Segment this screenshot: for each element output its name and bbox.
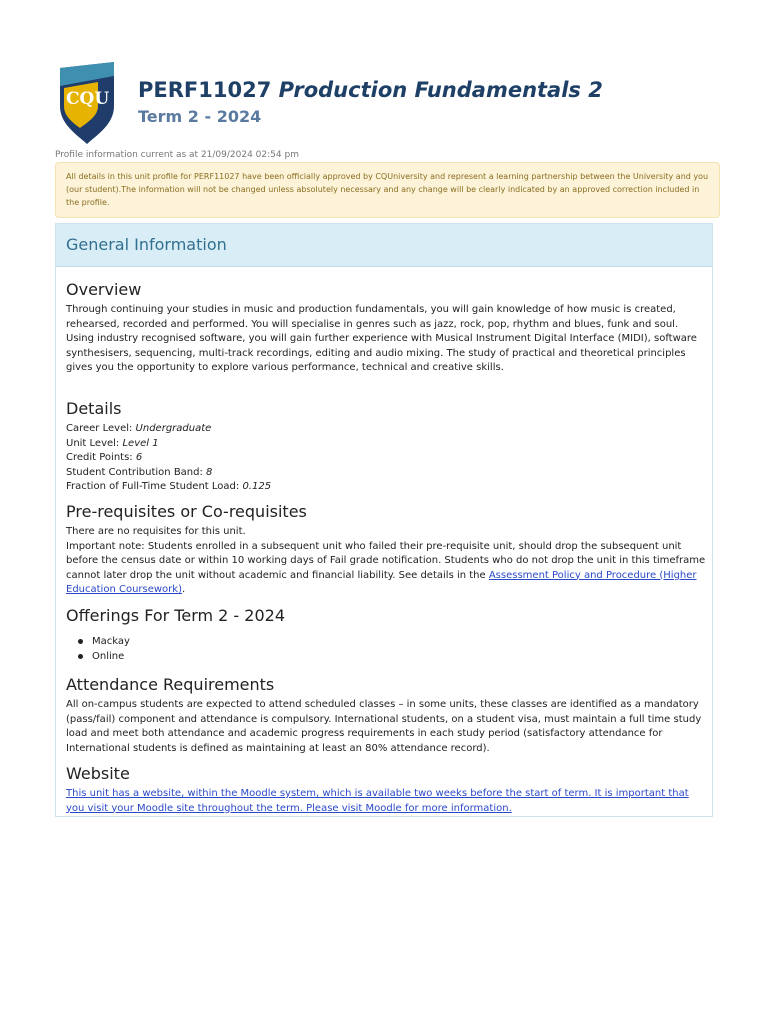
panel-title: General Information (56, 224, 712, 267)
list-item: Online (92, 649, 706, 664)
attendance-heading: Attendance Requirements (66, 675, 275, 694)
details-heading: Details (66, 399, 122, 418)
detail-unit-level: Unit Level: Level 1 (66, 437, 159, 449)
website-heading: Website (66, 764, 130, 783)
cqu-logo (58, 62, 116, 144)
offerings-section (66, 606, 706, 664)
unit-name: Production Fundamentals 2 (278, 78, 603, 102)
details-section (66, 399, 706, 495)
profile-date: Profile information current as at 21/09/2024 02:54 pm (55, 150, 299, 160)
logo-text: CQU (66, 89, 110, 109)
detail-career-level: Career Level: Undergraduate (66, 423, 212, 434)
important-note-text: Important note: Students enrolled in a subsequent unit who failed their pre-requisite unit, should drop the subsequent unit before the census date or within 10 working days of Fail grade notification. Students who do not drop the unit in this timeframe cannot later drop the unit without academic and financial liability. See details in the Assessment Policy and Procedure (Higher Education Coursework). (66, 540, 706, 595)
overview-text: Through continuing your studies in music and production fundamentals, you will gain knowledge of how music is created, rehearsed, recorded and performed. You will specialise in genres such as jazz, rock, pop, rhythm and blues, funk and soul. Using industry recognised software, you will gain further experience with Musical Instrument Digital Interface (MIDI), software synthesisers, sequencing, multi-track recordings, editing and audio mixing. The study of practical and theoretical principles gives you the opportunity to explore various performance, technical and creative skills. (66, 304, 697, 373)
prerequisites-heading: Pre-requisites or Co-requisites (66, 502, 307, 521)
unit-code: PERF11027 (138, 78, 272, 102)
overview-heading: Overview (66, 280, 142, 299)
detail-student-load: Fraction of Full-Time Student Load: 0.125 (66, 481, 272, 492)
list-item: Mackay (92, 634, 706, 649)
offerings-heading: Offerings For Term 2 - 2024 (66, 606, 285, 625)
term-label: Term 2 - 2024 (138, 107, 262, 126)
offerings-list (66, 634, 706, 664)
prerequisites-section (66, 502, 706, 598)
moodle-website-link[interactable]: This unit has a website, within the Moodle system, which is available two weeks before the start of term. It is important that you visit your Moodle site throughout the term. Please visit Moodle for more information. (66, 788, 689, 814)
no-requisites-text: There are no requisites for this unit. (66, 526, 246, 537)
prerequisites-text (66, 525, 706, 598)
assessment-policy-link[interactable]: Assessment Policy and Procedure (Higher Education Coursework) (66, 569, 697, 595)
detail-contribution-band: Student Contribution Band: 8 (66, 466, 213, 478)
attendance-section (66, 675, 706, 756)
website-section (66, 764, 706, 816)
approval-notice: All details in this unit profile for PERF11027 have been officially approved by CQUniversity and represent a learning partnership between the University and you (our student).The information will not be changed unless absolutely necessary and any change will be clearly indicated by an approved correction included in the profile. (55, 162, 720, 218)
attendance-text: All on-campus students are expected to attend scheduled classes – in some units, these classes are identified as a mandatory (pass/fail) component and attendance is compulsory. International students, on a student visa, must maintain a full time study load and meet both attendance and academic progress requirements in each study period (satisfactory attendance for International students is defined as maintaining at least an 80% attendance record). (66, 699, 702, 754)
page-title (138, 78, 603, 102)
detail-credit-points: Credit Points: 6 (66, 452, 143, 463)
overview-section (66, 280, 706, 376)
general-information-panel (55, 223, 713, 817)
details-list (66, 422, 706, 495)
